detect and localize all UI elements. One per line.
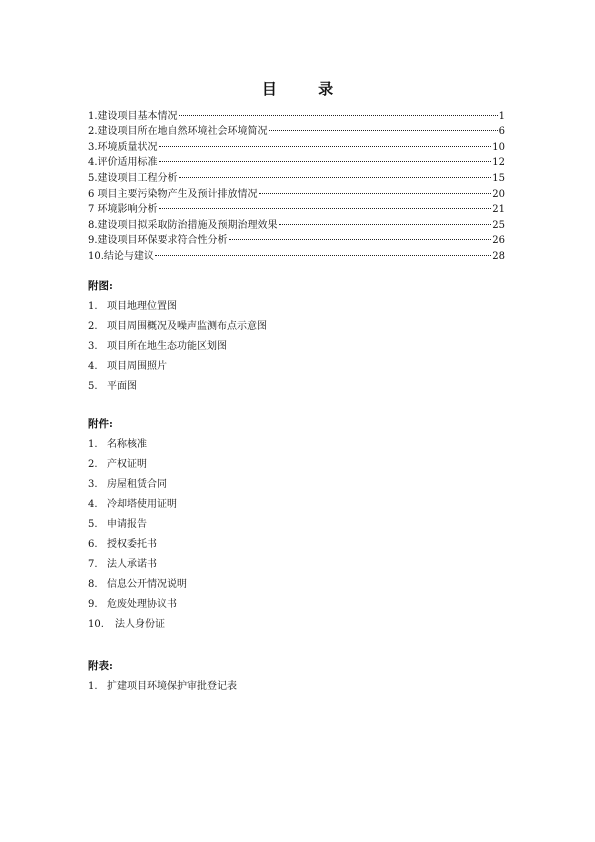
toc-entry-page: 1	[498, 110, 505, 122]
list-item-number: 9.	[88, 599, 98, 610]
toc-entry-page: 25	[492, 219, 505, 231]
toc-entry-page: 15	[492, 172, 505, 184]
tables-section	[88, 655, 508, 697]
figures-heading: 附图:	[88, 280, 113, 292]
list-item	[88, 435, 508, 455]
list-item-text: 项目周围概况及噪声监测布点示意图	[107, 321, 267, 332]
list-item-number: 3.	[88, 479, 98, 490]
list-item	[88, 515, 508, 535]
toc-leader-dots	[155, 243, 491, 259]
toc-entry[interactable]	[88, 103, 505, 122]
list-item	[88, 615, 508, 635]
list-item-text: 危废处理协议书	[107, 599, 177, 610]
list-item-text: 信息公开情况说明	[107, 579, 187, 590]
list-item-text: 法人承诺书	[107, 559, 157, 570]
list-item	[88, 555, 508, 575]
toc-leader-dots	[179, 103, 498, 119]
toc-leader-dots	[159, 150, 492, 166]
list-item	[88, 377, 508, 397]
toc-entry-label: 5.建设项目工程分析	[88, 172, 178, 184]
list-item-number: 1.	[88, 681, 98, 692]
toc-entry-page: 28	[492, 250, 505, 262]
toc-entry-label: 7 环境影响分析	[88, 204, 158, 216]
toc-entry-page: 20	[492, 188, 505, 200]
list-item-text: 授权委托书	[107, 539, 157, 550]
toc-entry-page: 6	[498, 126, 505, 138]
list-item	[88, 575, 508, 595]
list-item-number: 5.	[88, 519, 98, 530]
list-item-number: 7.	[88, 559, 98, 570]
toc-leader-dots	[259, 181, 492, 197]
list-item-number: 8.	[88, 579, 98, 590]
list-item-number: 4.	[88, 499, 98, 510]
list-item-number: 3.	[88, 341, 98, 352]
list-item-text: 平面图	[107, 381, 137, 392]
toc-entry-label: 9.建设项目环保要求符合性分析	[88, 235, 228, 247]
toc-entry-page: 10	[492, 141, 505, 153]
toc-leader-dots	[159, 134, 492, 150]
toc-entry-page: 12	[492, 157, 505, 169]
page-title: 目 录	[261, 80, 352, 98]
toc-leader-dots	[279, 212, 492, 228]
list-item	[88, 677, 508, 697]
toc-entry-label: 6 项目主要污染物产生及预计排放情况	[88, 188, 258, 200]
list-item-text: 项目所在地生态功能区划图	[107, 341, 227, 352]
toc-leader-dots	[179, 165, 492, 181]
toc-entry-page: 21	[492, 204, 505, 216]
list-item-number: 1.	[88, 301, 98, 312]
toc-entry-label: 8.建设项目拟采取防治措施及预期治理效果	[88, 219, 278, 231]
toc-entry-label: 1.建设项目基本情况	[88, 110, 178, 122]
list-item	[88, 475, 508, 495]
toc-entry-page: 26	[492, 235, 505, 247]
toc-entry-label: 4.评价适用标准	[88, 157, 158, 169]
toc-leader-dots	[229, 228, 492, 244]
list-item-text: 冷却塔使用证明	[107, 499, 177, 510]
list-item	[88, 495, 508, 515]
list-item-text: 产权证明	[107, 459, 147, 470]
list-item	[88, 595, 508, 615]
list-item-text: 申请报告	[107, 519, 147, 530]
toc-entry-label: 2.建设项目所在地自然环境社会环境简况	[88, 126, 268, 138]
list-item-number: 2.	[88, 321, 98, 332]
list-item-text: 名称核准	[107, 439, 147, 450]
list-item	[88, 535, 508, 555]
toc-entry-label: 10.结论与建议	[88, 250, 154, 262]
list-item	[88, 297, 508, 317]
list-item	[88, 455, 508, 475]
list-item-number: 4.	[88, 361, 98, 372]
toc-leader-dots	[269, 119, 498, 135]
list-item-number: 2.	[88, 459, 98, 470]
toc-entry-label: 3.环境质量状况	[88, 141, 158, 153]
list-item-text: 法人身份证	[115, 619, 165, 630]
list-item	[88, 357, 508, 377]
list-item-number: 6.	[88, 539, 98, 550]
attachments-heading: 附件:	[88, 418, 113, 430]
tables-heading: 附表:	[88, 660, 113, 672]
list-item-text: 项目地理位置图	[107, 301, 177, 312]
list-item	[88, 337, 508, 357]
figures-section	[88, 275, 508, 397]
list-item-text: 房屋租赁合同	[107, 479, 167, 490]
list-item-number: 10.	[88, 619, 104, 630]
list-item-text: 项目周围照片	[107, 361, 167, 372]
table-of-contents	[88, 103, 505, 262]
list-item-number: 5.	[88, 381, 98, 392]
attachments-section	[88, 413, 508, 635]
toc-leader-dots	[159, 197, 492, 213]
list-item-text: 扩建项目环境保护审批登记表	[107, 681, 237, 692]
list-item	[88, 317, 508, 337]
list-item-number: 1.	[88, 439, 98, 450]
